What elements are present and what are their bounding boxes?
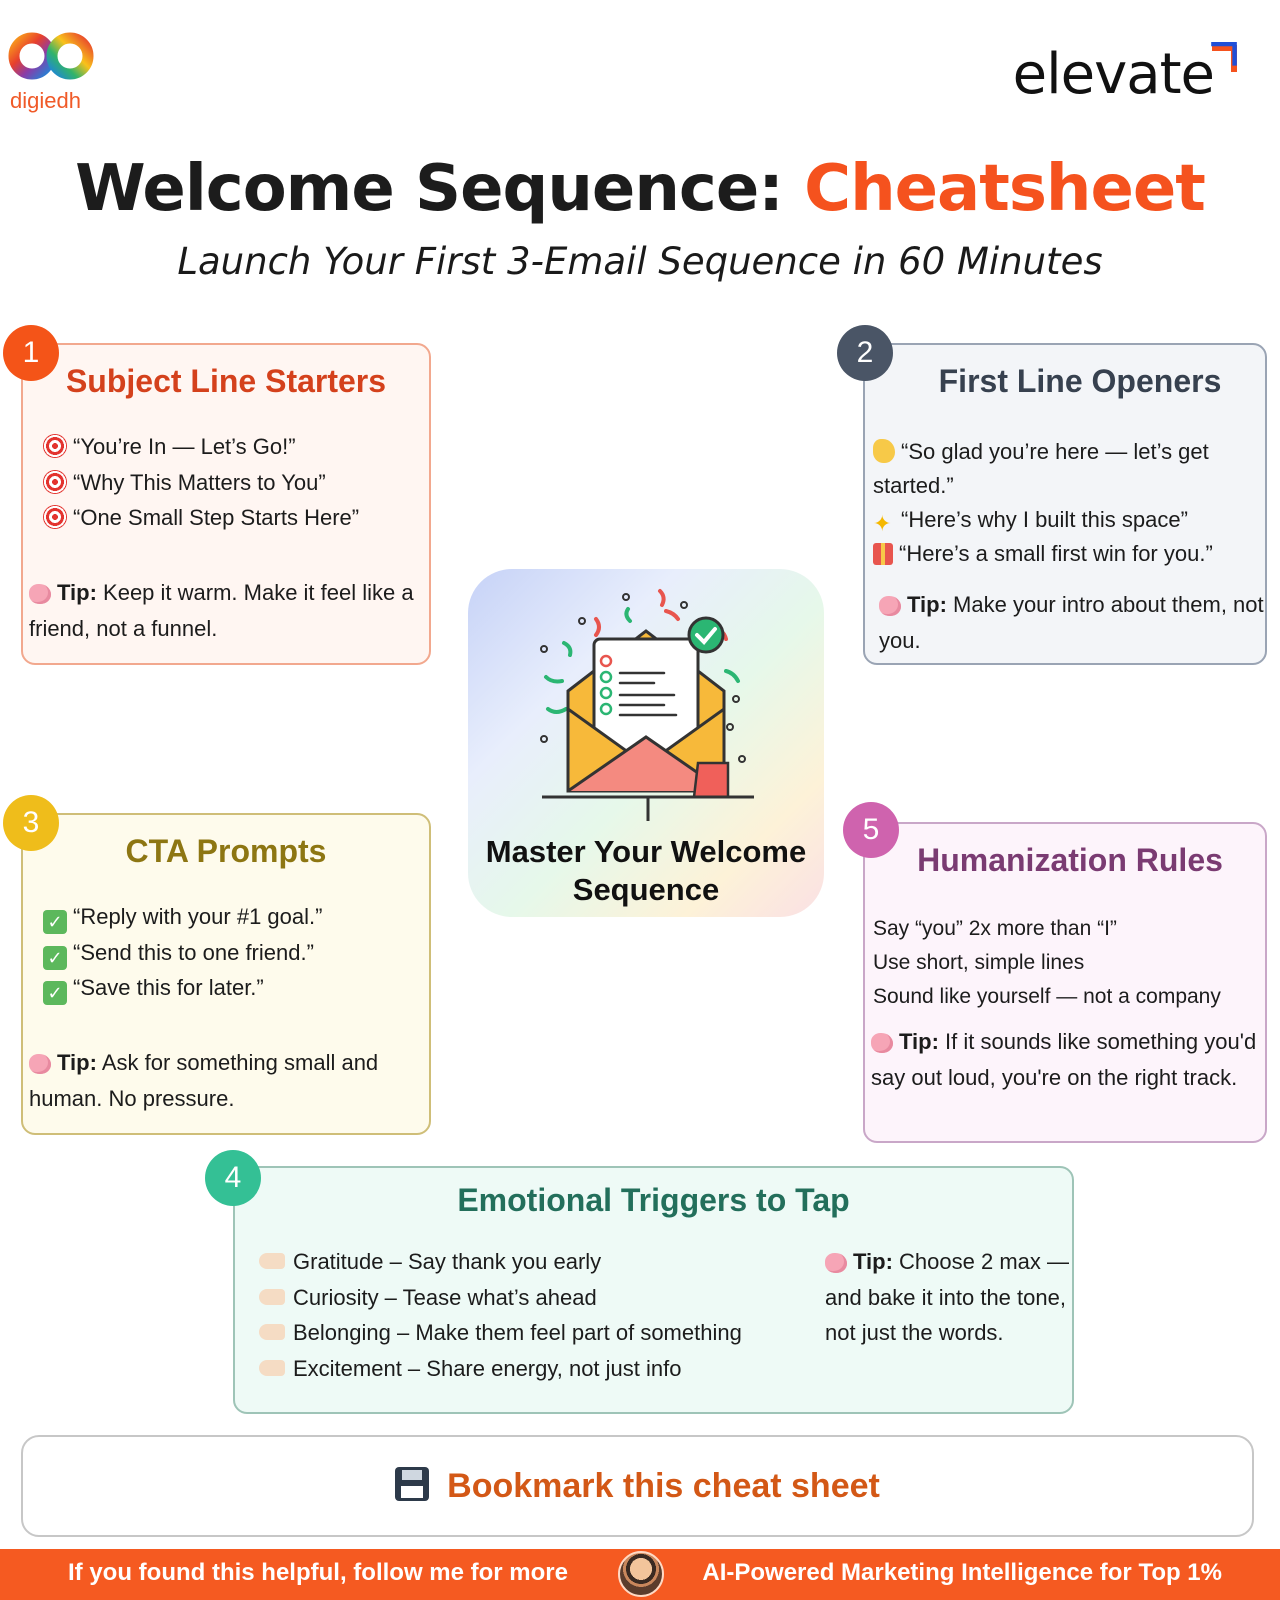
brand-right: elevate [1012, 42, 1214, 107]
elevate-logo [1002, 40, 1262, 110]
card-number-badge: 2 [837, 325, 893, 381]
card-first-line-openers [856, 336, 1267, 665]
card-title: Subject Line Starters [65, 363, 387, 399]
title-accent: Cheatsheet [804, 152, 1205, 226]
author-avatar[interactable] [618, 1551, 664, 1597]
brain-icon [29, 1054, 51, 1074]
card-tip: Tip: Choose 2 max — and bake it into the tone, not just the words. [825, 1249, 1069, 1345]
card-list [873, 435, 1263, 571]
bookmark-label: Bookmark this cheat sheet [447, 1467, 880, 1505]
card-tip: Tip: Make your intro about them, not you. [879, 592, 1264, 653]
list-item: “So glad you’re here — let’s get started.” [873, 439, 1209, 498]
brain-icon [29, 584, 51, 604]
target-icon [43, 434, 67, 458]
list-item: Say “you” 2x more than “I” [873, 917, 1117, 940]
bookmark-banner[interactable] [21, 1435, 1254, 1537]
bookmark-label-row [23, 1467, 1252, 1506]
list-item: “One Small Step Starts Here” [43, 500, 359, 536]
list-item: Curiosity – Tease what’s ahead [259, 1280, 742, 1316]
list-item: “Here’s a small first win for you.” [873, 537, 1263, 571]
digiedh-logo [8, 30, 100, 116]
open-envelope-checklist-icon [468, 569, 824, 829]
page-title [0, 152, 1280, 226]
card-tip: Tip: Keep it warm. Make it feel like a friend, not a funnel. [29, 580, 414, 641]
card-list [43, 429, 359, 536]
pointing-hand-icon [259, 1289, 285, 1305]
card-tip: Tip: If it sounds like something you'd say out loud, you're on the right track. [871, 1029, 1257, 1090]
center-illustration [468, 569, 824, 917]
list-item: ✓ “Send this to one friend.” [43, 935, 322, 971]
card-humanization-rules [862, 813, 1267, 1143]
list-item: Sound like yourself — not a company [873, 985, 1221, 1008]
pointing-hand-icon [259, 1360, 285, 1376]
list-item: ✓ “Save this for later.” [43, 970, 322, 1006]
card-number-badge: 3 [3, 795, 59, 851]
card-title: First Line Openers [938, 363, 1222, 399]
card-list [873, 912, 1221, 1014]
card-emotional-triggers [224, 1161, 1074, 1414]
page-subtitle: Launch Your First 3-Email Sequence in 60 Minutes [177, 240, 1103, 283]
list-item: Use short, simple lines [873, 951, 1085, 974]
checkmark-icon: ✓ [43, 946, 67, 970]
list-item: “You’re In — Let’s Go!” [43, 429, 359, 465]
pointing-hand-icon [259, 1324, 285, 1340]
gift-icon [873, 543, 893, 565]
list-item: Gratitude – Say thank you early [259, 1244, 742, 1280]
card-title: Humanization Rules [917, 842, 1223, 878]
footer-follow-text: If you found this helpful, follow me for more [68, 1559, 568, 1586]
brain-icon [879, 596, 901, 616]
card-tip: Tip: Ask for something small and human. No pressure. [29, 1050, 379, 1111]
card-number-badge: 4 [205, 1150, 261, 1206]
checkmark-icon: ✓ [43, 910, 67, 934]
card-cta-prompts [21, 806, 431, 1135]
target-icon [43, 470, 67, 494]
card-list [259, 1244, 742, 1386]
checkmark-icon: ✓ [43, 981, 67, 1005]
brand-left: digiedh [10, 88, 81, 113]
waving-hand-icon [873, 439, 895, 463]
footer-bar [0, 1549, 1280, 1600]
footer-tagline: AI-Powered Marketing Intelligence for Top 1% [702, 1559, 1222, 1586]
brain-icon [871, 1033, 893, 1053]
target-icon [43, 505, 67, 529]
center-title: Master Your Welcome Sequence [485, 834, 807, 907]
card-title: Emotional Triggers to Tap [457, 1182, 850, 1218]
infinity-logo-icon [8, 30, 96, 86]
pointing-hand-icon [259, 1253, 285, 1269]
brain-icon [825, 1253, 847, 1273]
list-item: Belonging – Make them feel part of something [259, 1315, 742, 1351]
title-main: Welcome Sequence: [75, 152, 805, 226]
sparkles-icon: ✦ [873, 511, 892, 536]
card-title: CTA Prompts [125, 833, 327, 869]
list-item: ✦ “Here’s why I built this space” [873, 507, 1188, 536]
card-number-badge: 5 [843, 802, 899, 858]
list-item: “Why This Matters to You” [43, 465, 359, 501]
arrow-up-right-icon [1206, 42, 1242, 78]
card-number-badge: 1 [3, 325, 59, 381]
card-subject-line-starters [21, 336, 431, 665]
list-item: ✓ “Reply with your #1 goal.” [43, 899, 322, 935]
list-item: Excitement – Share energy, not just info [259, 1351, 742, 1387]
card-list [43, 899, 322, 1006]
floppy-disk-icon [395, 1467, 429, 1501]
